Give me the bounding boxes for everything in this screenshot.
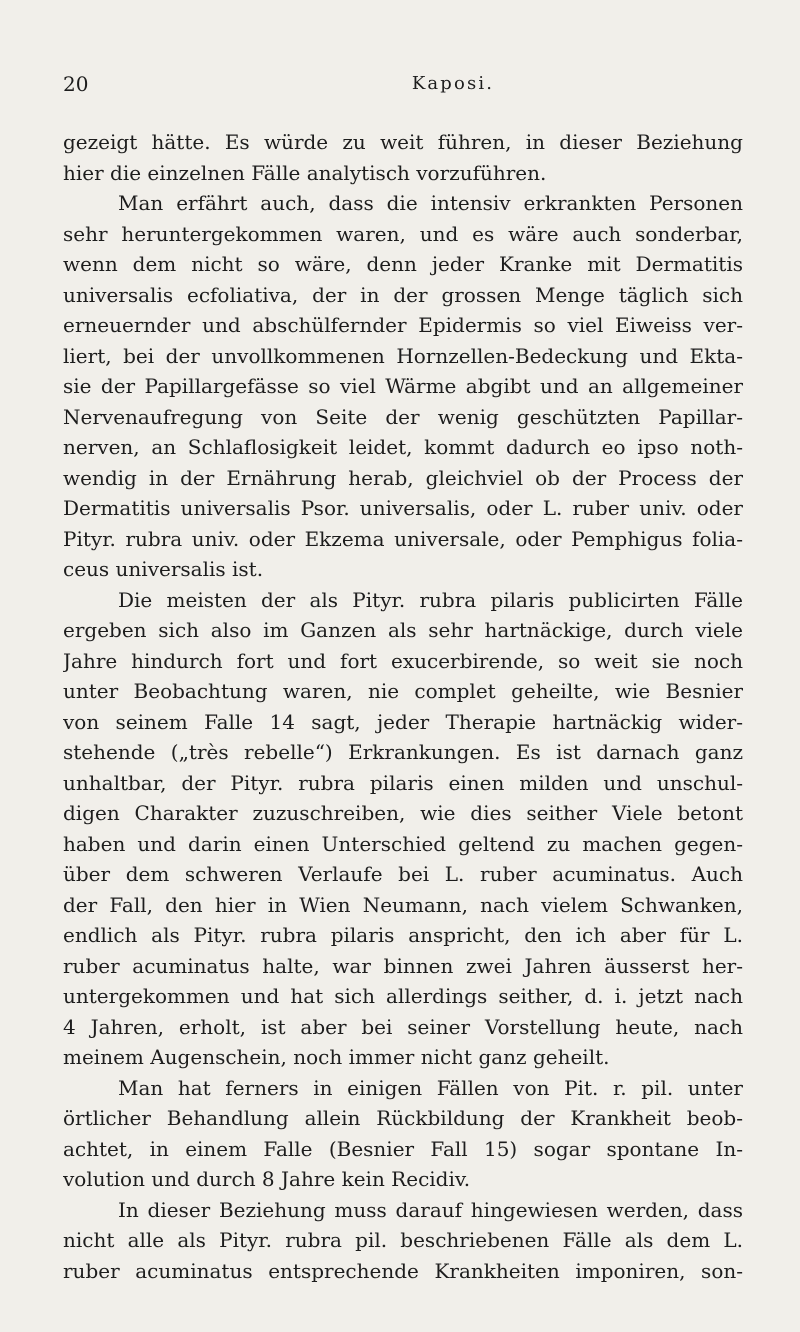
text-line: Die meisten der als Pityr. rubra pilaris publicirten Fälle bbox=[118, 587, 743, 612]
text-line: digen Charakter zuzuschreiben, wie dies seither Viele betont bbox=[63, 801, 743, 825]
body-text bbox=[63, 127, 743, 1286]
text-line: wendig in der Ernährung herab, gleichviel ob der Process der bbox=[63, 465, 743, 490]
text-line: nicht alle als Pityr. rubra pil. beschriebenen Fälle als dem L. bbox=[63, 1228, 743, 1252]
text-line: liert, bei der unvollkommenen Hornzellen-Bedeckung und Ekta- bbox=[63, 343, 743, 368]
text-line: meinem Augenschein, noch immer nicht ganz geheilt. bbox=[63, 1045, 610, 1069]
text-line: 4 Jahren, erholt, ist aber bei seiner Vorstellung heute, nach bbox=[63, 1014, 743, 1039]
text-line: universalis ecfoliativa, der in der grossen Menge täglich sich bbox=[63, 282, 743, 307]
text-line: ruber acuminatus halte, war binnen zwei Jahren äusserst her- bbox=[63, 953, 743, 978]
text-line: wenn dem nicht so wäre, denn jeder Kranke mit Dermatitis bbox=[63, 252, 743, 276]
text-line: örtlicher Behandlung allein Rückbildung der Krankheit beob- bbox=[63, 1106, 743, 1130]
text-line: Man hat ferners in einigen Fällen von Pit. r. pil. unter bbox=[118, 1075, 743, 1100]
text-line: haben und darin einen Unterschied geltend zu machen gegen- bbox=[63, 831, 743, 856]
text-line: sehr heruntergekommen waren, und es wäre auch sonderbar, bbox=[63, 221, 743, 246]
text-line: ruber acuminatus entsprechende Krankheiten imponiren, son- bbox=[63, 1258, 743, 1283]
text-line: Nervenaufregung von Seite der wenig geschützten Papillar- bbox=[63, 404, 743, 429]
page-header bbox=[63, 72, 743, 102]
text-line: achtet, in einem Falle (Besnier Fall 15) sogar spontane In- bbox=[63, 1136, 743, 1161]
text-line: hier die einzelnen Fälle analytisch vorzuführen. bbox=[63, 160, 547, 185]
text-line: Jahre hindurch fort und fort exucerbirende, so weit sie noch bbox=[63, 648, 743, 673]
text-line: nerven, an Schlaflosigkeit leidet, kommt dadurch eo ipso noth- bbox=[63, 435, 743, 459]
text-line: der Fall, den hier in Wien Neumann, nach vielem Schwanken, bbox=[63, 892, 743, 917]
text-line: In dieser Beziehung muss darauf hingewiesen werden, dass bbox=[118, 1197, 743, 1222]
text-line: untergekommen und hat sich allerdings seither, d. i. jetzt nach bbox=[63, 984, 743, 1008]
text-line: gezeigt hätte. Es würde zu weit führen, in dieser Beziehung bbox=[63, 130, 743, 154]
text-line: erneuernder und abschülfernder Epidermis so viel Eiweiss ver- bbox=[63, 313, 743, 337]
text-line: über dem schweren Verlaufe bei L. ruber acuminatus. Auch bbox=[63, 862, 743, 886]
running-head: Kaposi. bbox=[411, 73, 495, 94]
text-line: ceus universalis ist. bbox=[63, 557, 264, 581]
text-line: stehende („très rebelle“) Erkrankungen. Es ist darnach ganz bbox=[63, 740, 743, 764]
text-line: ergeben sich also im Ganzen als sehr hartnäckige, durch viele bbox=[63, 618, 743, 642]
text-line: Man erfährt auch, dass die intensiv erkrankten Personen bbox=[118, 191, 743, 215]
text-line: Dermatitis universalis Psor. universalis, oder L. ruber univ. oder bbox=[63, 496, 743, 520]
text-line: unhaltbar, der Pityr. rubra pilaris einen milden und unschul- bbox=[63, 770, 743, 795]
text-line: unter Beobachtung waren, nie complet geheilte, wie Besnier bbox=[63, 679, 743, 703]
page-number: 20 bbox=[63, 72, 89, 96]
text-line: endlich als Pityr. rubra pilaris anspricht, den ich aber für L. bbox=[63, 923, 743, 947]
text-line: volution und durch 8 Jahre kein Recidiv. bbox=[63, 1167, 471, 1191]
text-line: von seinem Falle 14 sagt, jeder Therapie hartnäckig wider- bbox=[63, 709, 743, 734]
text-line: Pityr. rubra univ. oder Ekzema universale, oder Pemphigus folia- bbox=[63, 526, 743, 551]
text-line: sie der Papillargefässe so viel Wärme abgibt und an allgemeiner bbox=[63, 374, 743, 398]
